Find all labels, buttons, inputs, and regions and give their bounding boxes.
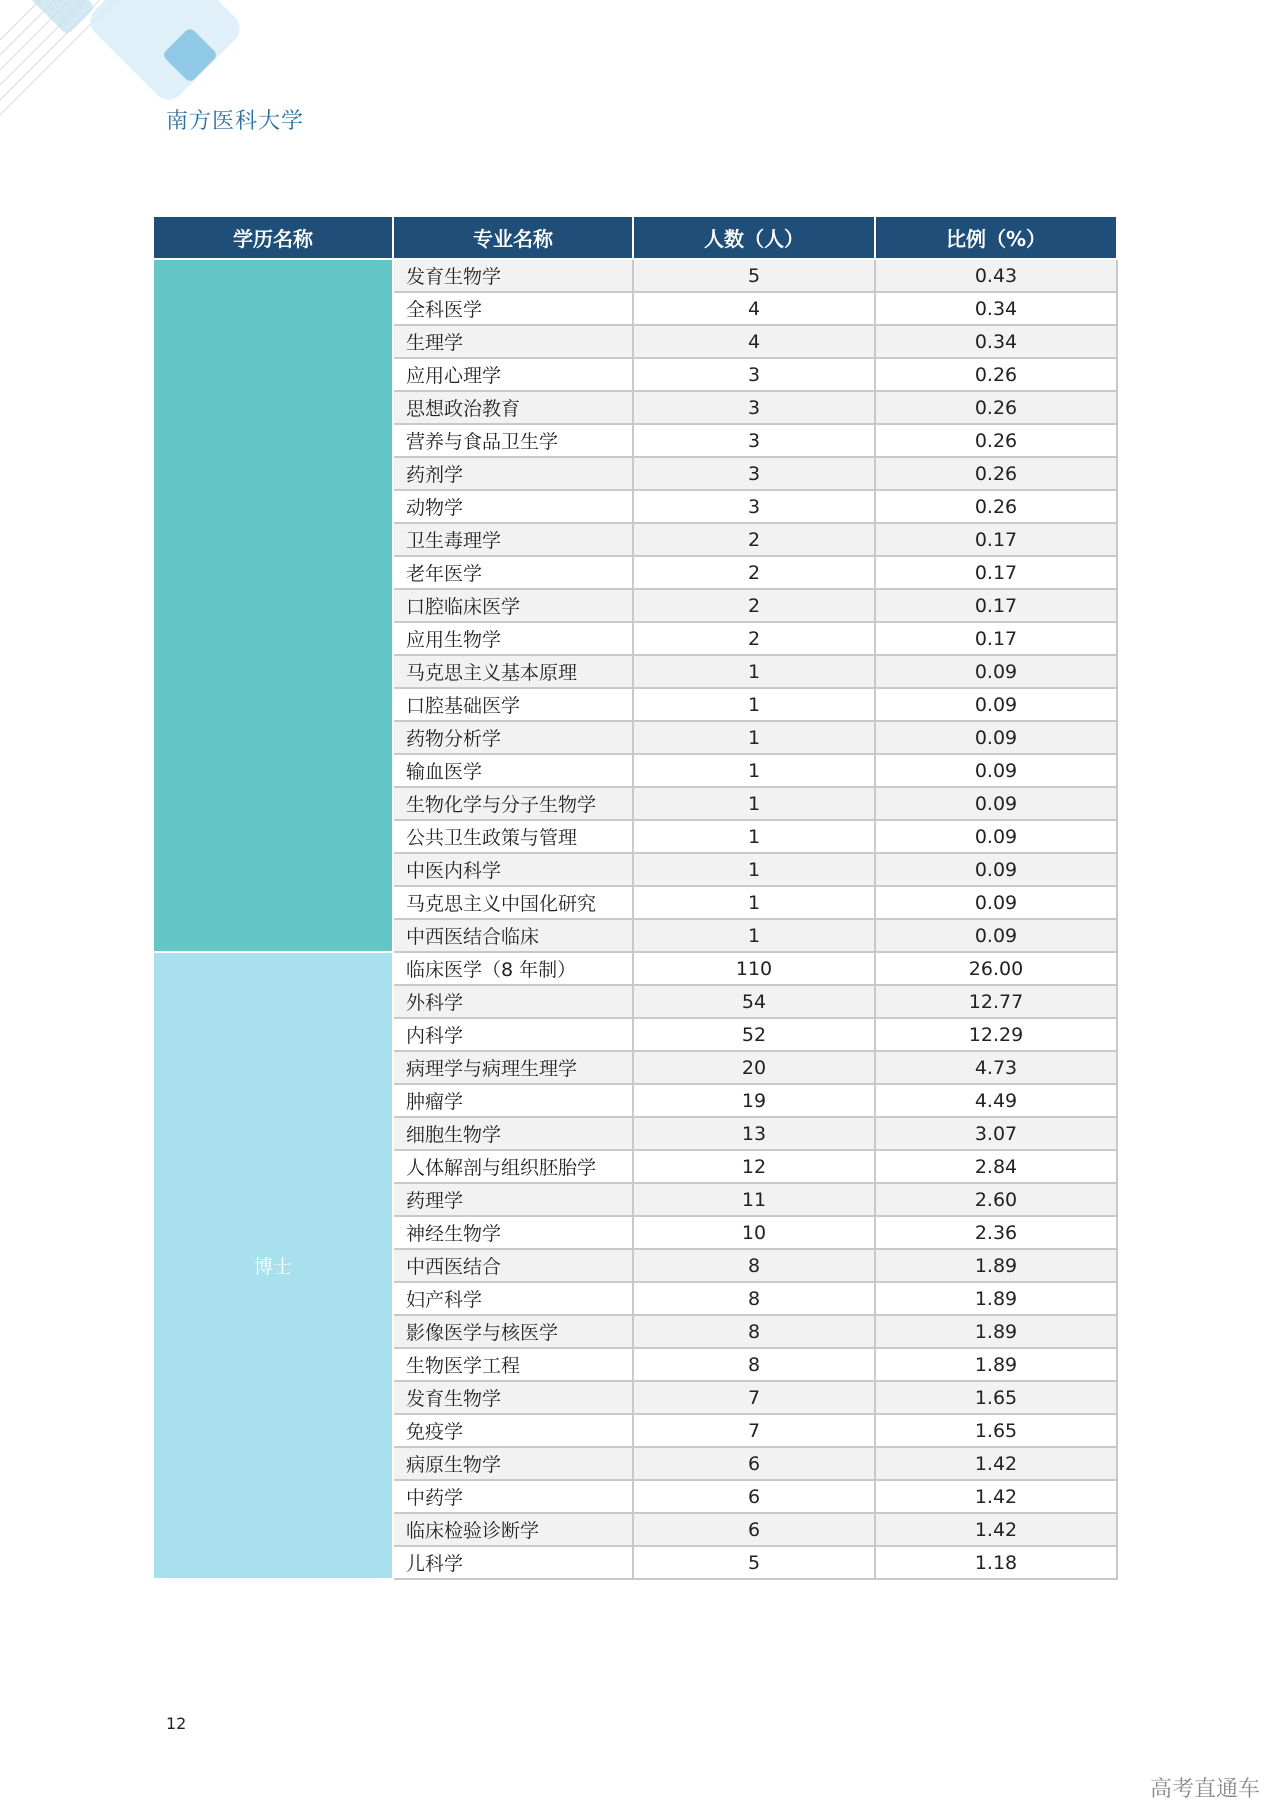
major-name-cell: 临床检验诊断学 xyxy=(393,1513,633,1546)
count-cell: 4 xyxy=(633,325,875,358)
count-cell: 8 xyxy=(633,1249,875,1282)
ratio-cell: 0.09 xyxy=(875,820,1117,853)
ratio-cell: 0.26 xyxy=(875,391,1117,424)
major-name-cell: 马克思主义基本原理 xyxy=(393,655,633,688)
ratio-cell: 26.00 xyxy=(875,952,1117,985)
count-cell: 8 xyxy=(633,1315,875,1348)
ratio-cell: 12.77 xyxy=(875,985,1117,1018)
count-cell: 12 xyxy=(633,1150,875,1183)
page-number: 12 xyxy=(166,1714,187,1733)
count-cell: 2 xyxy=(633,556,875,589)
ratio-cell: 0.17 xyxy=(875,622,1117,655)
ratio-cell: 1.42 xyxy=(875,1447,1117,1480)
ratio-cell: 0.26 xyxy=(875,358,1117,391)
table-row xyxy=(153,259,1117,292)
count-cell: 3 xyxy=(633,490,875,523)
ratio-cell: 0.17 xyxy=(875,523,1117,556)
ratio-cell: 0.17 xyxy=(875,589,1117,622)
major-name-cell: 动物学 xyxy=(393,490,633,523)
major-name-cell: 发育生物学 xyxy=(393,259,633,292)
count-cell: 1 xyxy=(633,886,875,919)
count-cell: 6 xyxy=(633,1513,875,1546)
count-cell: 6 xyxy=(633,1447,875,1480)
major-name-cell: 中医内科学 xyxy=(393,853,633,886)
major-name-cell: 口腔临床医学 xyxy=(393,589,633,622)
major-name-cell: 公共卫生政策与管理 xyxy=(393,820,633,853)
major-name-cell: 思想政治教育 xyxy=(393,391,633,424)
ratio-cell: 0.34 xyxy=(875,325,1117,358)
count-cell: 1 xyxy=(633,754,875,787)
count-cell: 1 xyxy=(633,688,875,721)
ratio-cell: 0.34 xyxy=(875,292,1117,325)
count-cell: 1 xyxy=(633,721,875,754)
header-ratio: 比例（%） xyxy=(875,216,1117,259)
ratio-cell: 0.26 xyxy=(875,457,1117,490)
major-name-cell: 马克思主义中国化研究 xyxy=(393,886,633,919)
major-name-cell: 老年医学 xyxy=(393,556,633,589)
major-name-cell: 神经生物学 xyxy=(393,1216,633,1249)
major-name-cell: 药剂学 xyxy=(393,457,633,490)
ratio-cell: 3.07 xyxy=(875,1117,1117,1150)
ratio-cell: 0.43 xyxy=(875,259,1117,292)
ratio-cell: 0.26 xyxy=(875,490,1117,523)
count-cell: 3 xyxy=(633,457,875,490)
school-name: 南方医科大学 xyxy=(166,109,305,134)
count-cell: 5 xyxy=(633,259,875,292)
ratio-cell: 4.73 xyxy=(875,1051,1117,1084)
major-name-cell: 临床医学（8 年制） xyxy=(393,952,633,985)
ratio-cell: 1.89 xyxy=(875,1315,1117,1348)
major-name-cell: 应用心理学 xyxy=(393,358,633,391)
major-statistics-table xyxy=(152,215,1118,1580)
count-cell: 54 xyxy=(633,985,875,1018)
ratio-cell: 2.60 xyxy=(875,1183,1117,1216)
count-cell: 1 xyxy=(633,919,875,952)
header-count: 人数（人） xyxy=(633,216,875,259)
ratio-cell: 1.18 xyxy=(875,1546,1117,1579)
count-cell: 1 xyxy=(633,820,875,853)
count-cell: 3 xyxy=(633,424,875,457)
major-name-cell: 中西医结合临床 xyxy=(393,919,633,952)
major-name-cell: 发育生物学 xyxy=(393,1381,633,1414)
count-cell: 13 xyxy=(633,1117,875,1150)
ratio-cell: 0.09 xyxy=(875,721,1117,754)
degree-cell xyxy=(153,259,393,952)
count-cell: 7 xyxy=(633,1414,875,1447)
count-cell: 4 xyxy=(633,292,875,325)
count-cell: 1 xyxy=(633,787,875,820)
ratio-cell: 0.09 xyxy=(875,787,1117,820)
major-name-cell: 全科医学 xyxy=(393,292,633,325)
count-cell: 7 xyxy=(633,1381,875,1414)
ratio-cell: 1.42 xyxy=(875,1480,1117,1513)
header-major: 专业名称 xyxy=(393,216,633,259)
major-name-cell: 影像医学与核医学 xyxy=(393,1315,633,1348)
count-cell: 6 xyxy=(633,1480,875,1513)
header-degree: 学历名称 xyxy=(153,216,393,259)
ratio-cell: 1.42 xyxy=(875,1513,1117,1546)
major-name-cell: 病原生物学 xyxy=(393,1447,633,1480)
ratio-cell: 1.89 xyxy=(875,1348,1117,1381)
major-name-cell: 中药学 xyxy=(393,1480,633,1513)
major-name-cell: 生理学 xyxy=(393,325,633,358)
major-name-cell: 应用生物学 xyxy=(393,622,633,655)
ratio-cell: 0.09 xyxy=(875,853,1117,886)
table-body xyxy=(153,259,1117,1579)
ratio-cell: 2.84 xyxy=(875,1150,1117,1183)
count-cell: 52 xyxy=(633,1018,875,1051)
ratio-cell: 1.89 xyxy=(875,1249,1117,1282)
major-name-cell: 生物化学与分子生物学 xyxy=(393,787,633,820)
ratio-cell: 1.65 xyxy=(875,1381,1117,1414)
count-cell: 5 xyxy=(633,1546,875,1579)
major-name-cell: 人体解剖与组织胚胎学 xyxy=(393,1150,633,1183)
count-cell: 20 xyxy=(633,1051,875,1084)
count-cell: 2 xyxy=(633,622,875,655)
ratio-cell: 1.65 xyxy=(875,1414,1117,1447)
major-name-cell: 药理学 xyxy=(393,1183,633,1216)
count-cell: 8 xyxy=(633,1348,875,1381)
count-cell: 1 xyxy=(633,853,875,886)
major-name-cell: 病理学与病理生理学 xyxy=(393,1051,633,1084)
ratio-cell: 0.09 xyxy=(875,919,1117,952)
major-name-cell: 免疫学 xyxy=(393,1414,633,1447)
major-name-cell: 外科学 xyxy=(393,985,633,1018)
count-cell: 110 xyxy=(633,952,875,985)
count-cell: 10 xyxy=(633,1216,875,1249)
ratio-cell: 4.49 xyxy=(875,1084,1117,1117)
major-name-cell: 口腔基础医学 xyxy=(393,688,633,721)
ratio-cell: 1.89 xyxy=(875,1282,1117,1315)
major-name-cell: 输血医学 xyxy=(393,754,633,787)
ratio-cell: 0.09 xyxy=(875,655,1117,688)
watermark-text: 高考直通车 xyxy=(1149,1777,1260,1802)
ratio-cell: 0.17 xyxy=(875,556,1117,589)
ratio-cell: 0.09 xyxy=(875,886,1117,919)
major-name-cell: 内科学 xyxy=(393,1018,633,1051)
major-name-cell: 儿科学 xyxy=(393,1546,633,1579)
count-cell: 1 xyxy=(633,655,875,688)
major-name-cell: 肿瘤学 xyxy=(393,1084,633,1117)
count-cell: 3 xyxy=(633,358,875,391)
ratio-cell: 12.29 xyxy=(875,1018,1117,1051)
major-name-cell: 中西医结合 xyxy=(393,1249,633,1282)
count-cell: 2 xyxy=(633,523,875,556)
count-cell: 8 xyxy=(633,1282,875,1315)
table-header-row xyxy=(153,216,1117,259)
table-row xyxy=(153,952,1117,985)
count-cell: 19 xyxy=(633,1084,875,1117)
count-cell: 3 xyxy=(633,391,875,424)
major-name-cell: 妇产科学 xyxy=(393,1282,633,1315)
major-name-cell: 营养与食品卫生学 xyxy=(393,424,633,457)
ratio-cell: 0.26 xyxy=(875,424,1117,457)
major-name-cell: 细胞生物学 xyxy=(393,1117,633,1150)
ratio-cell: 2.36 xyxy=(875,1216,1117,1249)
major-name-cell: 药物分析学 xyxy=(393,721,633,754)
count-cell: 2 xyxy=(633,589,875,622)
degree-cell: 博士 xyxy=(153,952,393,1579)
major-name-cell: 生物医学工程 xyxy=(393,1348,633,1381)
ratio-cell: 0.09 xyxy=(875,754,1117,787)
major-name-cell: 卫生毒理学 xyxy=(393,523,633,556)
ratio-cell: 0.09 xyxy=(875,688,1117,721)
count-cell: 11 xyxy=(633,1183,875,1216)
